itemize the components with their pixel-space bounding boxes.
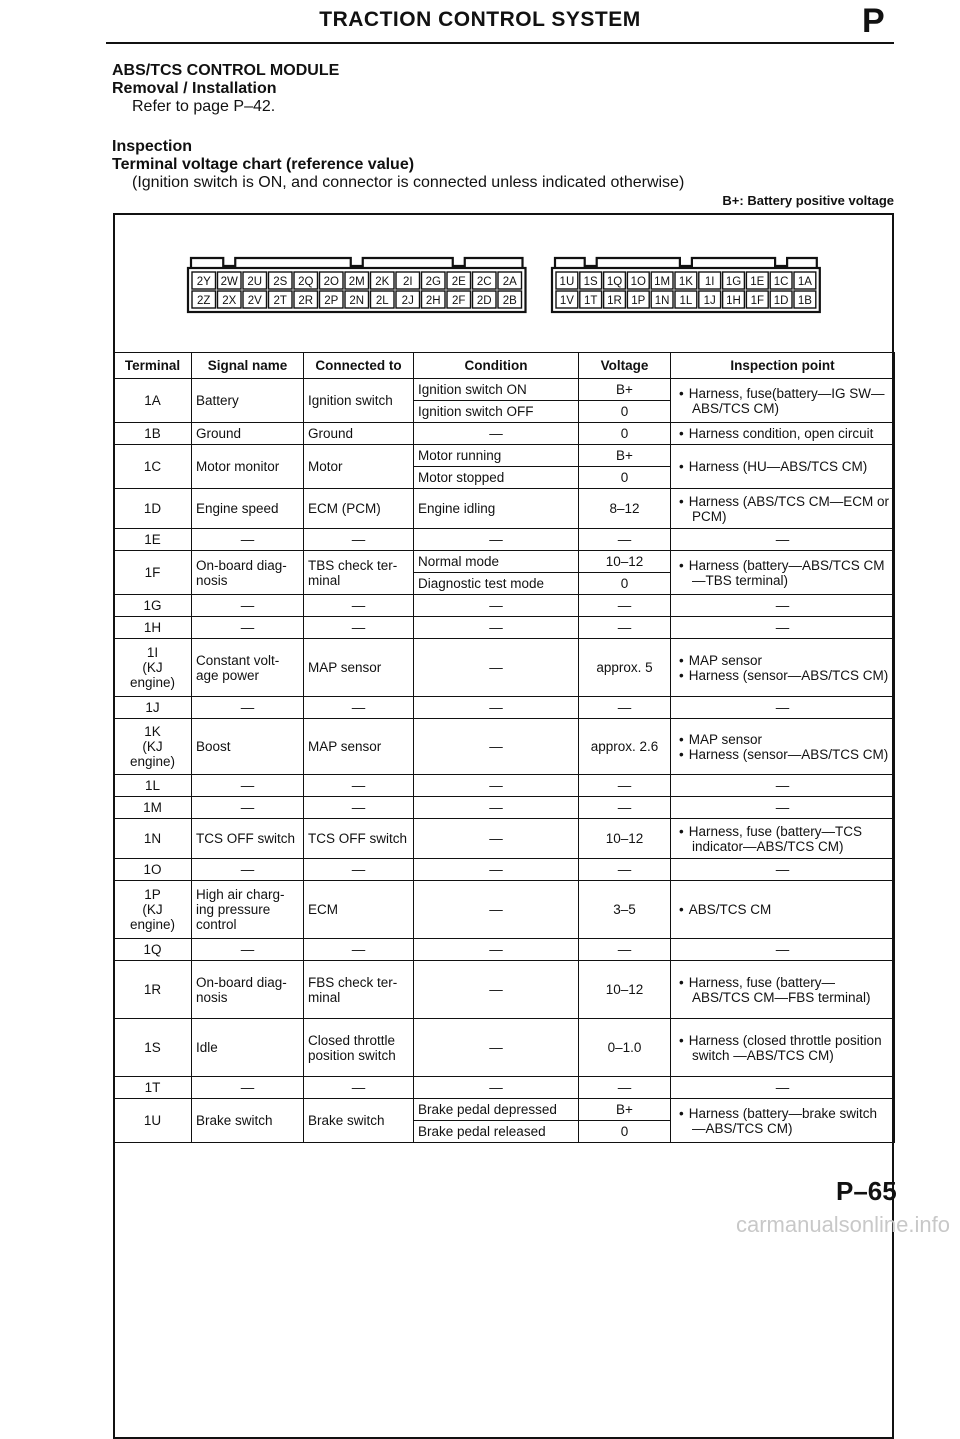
terminal-pin-label: 1Q <box>606 276 623 288</box>
table-row <box>114 617 895 639</box>
voltage-cell: — <box>579 775 671 797</box>
table-row <box>114 639 895 697</box>
voltage-cell: — <box>579 697 671 719</box>
terminal-pin-label: 2J <box>401 295 414 307</box>
terminal-pin-label: 1H <box>726 295 741 307</box>
connected-cell: — <box>304 1077 414 1099</box>
table-row <box>114 961 895 1019</box>
signal-cell: TCS OFF switch <box>192 819 304 859</box>
connector-2-block <box>188 258 526 312</box>
inspection-cell: — <box>671 797 895 819</box>
terminal-pin-label: 1T <box>583 295 598 307</box>
terminal-cell <box>114 881 192 939</box>
condition-cell: Diagnostic test mode <box>414 573 579 595</box>
voltage-cell: — <box>579 595 671 617</box>
connected-cell: TBS check ter- minal <box>304 551 414 595</box>
connected-cell: MAP sensor <box>304 639 414 697</box>
terminal-note: (KJ engine) <box>129 902 176 932</box>
terminal-pin-label: 2O <box>323 276 339 288</box>
condition-cell: Brake pedal released <box>414 1121 579 1143</box>
inspection-cell <box>671 639 895 697</box>
terminal-pin-label: 1G <box>725 276 742 288</box>
terminal-cell: 1F <box>114 551 192 595</box>
terminal-pin-label: 2V <box>247 295 262 307</box>
connected-cell: Motor <box>304 445 414 489</box>
signal-cell: High air charg- ing pressure control <box>192 881 304 939</box>
condition-cell: — <box>414 423 579 445</box>
terminal-pin-label: 1A <box>797 276 812 288</box>
terminal-pin-label: 1E <box>750 276 765 288</box>
condition-cell: — <box>414 529 579 551</box>
voltage-cell: 0 <box>579 1121 671 1143</box>
inspection-cell: — <box>671 697 895 719</box>
terminal-cell: 1Q <box>114 939 192 961</box>
connected-cell: — <box>304 697 414 719</box>
terminal-pin-label: 2C <box>476 276 492 288</box>
connected-cell: — <box>304 859 414 881</box>
condition-cell: — <box>414 939 579 961</box>
inspection-item: • Harness (sensor—ABS/TCS CM) <box>679 668 890 683</box>
table-row <box>114 775 895 797</box>
signal-cell: — <box>192 859 304 881</box>
connected-cell: Brake switch <box>304 1099 414 1143</box>
terminal-pin-label: 2B <box>502 295 517 307</box>
inspection-item: • Harness (battery—ABS/TCS CM—TBS terminal) <box>679 558 890 588</box>
connected-cell: ECM (PCM) <box>304 489 414 529</box>
condition-cell: Motor stopped <box>414 467 579 489</box>
table-row <box>114 1019 895 1077</box>
signal-cell: — <box>192 595 304 617</box>
signal-cell: — <box>192 775 304 797</box>
terminal-pin-label: 1S <box>583 276 598 288</box>
inspection-cell: — <box>671 617 895 639</box>
inspection-cell <box>671 445 895 489</box>
signal-cell: — <box>192 797 304 819</box>
inspection-item: • Harness (ABS/TCS CM—ECM or PCM) <box>679 494 890 524</box>
header-connected-to: Connected to <box>304 353 414 379</box>
condition-cell: Ignition switch ON <box>414 379 579 401</box>
terminal-pin-label: 2M <box>348 276 365 288</box>
terminal-note: (KJ engine) <box>129 660 176 690</box>
table-row <box>114 489 895 529</box>
signal-cell: — <box>192 529 304 551</box>
inspection-cell <box>671 1019 895 1077</box>
inspection-cell <box>671 719 895 775</box>
voltage-cell: — <box>579 529 671 551</box>
voltage-cell: — <box>579 939 671 961</box>
terminal-cell: 1G <box>114 595 192 617</box>
section-letter: P <box>862 2 885 40</box>
bplus-note: B+: Battery positive voltage <box>722 193 894 208</box>
voltage-cell: approx. 2.6 <box>579 719 671 775</box>
terminal-pin-label: 2P <box>324 295 339 307</box>
terminal-pin-label: 1M <box>654 276 671 288</box>
table-row <box>114 595 895 617</box>
signal-cell: On-board diag- nosis <box>192 961 304 1019</box>
terminal-pin-label: 1K <box>678 276 693 288</box>
page-title: TRACTION CONTROL SYSTEM <box>319 8 641 31</box>
table-row <box>114 939 895 961</box>
terminal-pin-label: 1N <box>654 295 670 307</box>
inspection-item: • Harness, fuse (battery—TCS indicator—ABS/TCS CM) <box>679 824 890 854</box>
table-row <box>114 797 895 819</box>
terminal-pin-label: 1U <box>559 276 575 288</box>
inspection-item: • Harness (closed throttle position switch —ABS/TCS CM) <box>679 1033 890 1063</box>
inspection-cell <box>671 489 895 529</box>
table-row <box>114 1099 895 1121</box>
removal-reference: Refer to page P–42. <box>132 98 276 115</box>
inspection-item: • Harness (sensor—ABS/TCS CM) <box>679 747 890 762</box>
voltage-cell: — <box>579 797 671 819</box>
condition-cell: — <box>414 639 579 697</box>
inspection-cell <box>671 1099 895 1143</box>
inspection-cell: — <box>671 859 895 881</box>
terminal-id: 1I <box>146 645 159 660</box>
voltage-cell: — <box>579 859 671 881</box>
condition-cell: — <box>414 797 579 819</box>
voltage-cell: — <box>579 617 671 639</box>
voltage-cell: B+ <box>579 379 671 401</box>
connected-cell: FBS check ter- minal <box>304 961 414 1019</box>
terminal-id: 1P <box>144 887 161 902</box>
inspection-item: • MAP sensor <box>679 732 890 747</box>
connected-cell: ECM <box>304 881 414 939</box>
table-row <box>114 697 895 719</box>
terminal-pin-label: 2I <box>402 276 413 288</box>
table-row <box>114 445 895 467</box>
terminal-pin-label: 2R <box>298 295 314 307</box>
table-row <box>114 719 895 775</box>
terminal-cell <box>114 639 192 697</box>
page-number: P–65 <box>836 1176 897 1206</box>
condition-note: (Ignition switch is ON, and connector is connected unless indicated otherwise) <box>132 174 685 191</box>
inspection-cell <box>671 961 895 1019</box>
inspection-cell: — <box>671 939 895 961</box>
terminal-cell: 1L <box>114 775 192 797</box>
terminal-pin-label: 2Z <box>197 295 211 307</box>
inspection-cell: — <box>671 529 895 551</box>
voltage-cell: 0–1.0 <box>579 1019 671 1077</box>
connected-cell: Closed throttle position switch <box>304 1019 414 1077</box>
connected-cell: — <box>304 939 414 961</box>
table-row <box>114 423 895 445</box>
table-row <box>114 529 895 551</box>
terminal-pin-label: 2H <box>425 295 441 307</box>
header-inspection-point: Inspection point <box>671 353 895 379</box>
removal-heading: Removal / Installation <box>112 80 277 97</box>
inspection-item: • Harness, fuse (battery—ABS/TCS CM—FBS terminal) <box>679 975 890 1005</box>
connected-cell: — <box>304 797 414 819</box>
voltage-cell: approx. 5 <box>579 639 671 697</box>
terminal-cell: 1E <box>114 529 192 551</box>
inspection-cell <box>671 881 895 939</box>
voltage-cell: 10–12 <box>579 819 671 859</box>
connected-cell: Ignition switch <box>304 379 414 423</box>
inspection-item: • Harness (battery—brake switch —ABS/TCS CM) <box>679 1106 890 1136</box>
terminal-id: 1K <box>144 724 161 739</box>
terminal-cell: 1H <box>114 617 192 639</box>
condition-cell: — <box>414 1077 579 1099</box>
signal-cell: Constant volt- age power <box>192 639 304 697</box>
condition-cell: Normal mode <box>414 551 579 573</box>
inspection-heading: Inspection <box>112 138 193 155</box>
terminal-pin-label: 1C <box>773 276 789 288</box>
terminal-pin-label: 1O <box>630 276 646 288</box>
condition-cell: — <box>414 881 579 939</box>
terminal-pin-label: 2S <box>273 276 288 288</box>
signal-cell: — <box>192 617 304 639</box>
connector-diagram <box>113 213 894 353</box>
condition-cell: — <box>414 1019 579 1077</box>
inspection-item: • Harness (HU—ABS/TCS CM) <box>679 459 890 474</box>
header-terminal: Terminal <box>114 353 192 379</box>
terminal-pin-label: 1R <box>607 295 622 307</box>
inspection-cell: — <box>671 1077 895 1099</box>
terminal-pin-label: 2X <box>222 295 237 307</box>
signal-cell: On-board diag- nosis <box>192 551 304 595</box>
condition-cell: — <box>414 719 579 775</box>
connected-cell: — <box>304 775 414 797</box>
signal-cell: Motor monitor <box>192 445 304 489</box>
table-row <box>114 1077 895 1099</box>
terminal-pin-label: 2L <box>375 295 389 307</box>
signal-cell: Ground <box>192 423 304 445</box>
terminal-cell: 1N <box>114 819 192 859</box>
signal-cell: — <box>192 697 304 719</box>
connected-cell: — <box>304 617 414 639</box>
connected-cell: — <box>304 529 414 551</box>
inspection-cell <box>671 379 895 423</box>
terminal-pin-label: 2E <box>451 276 466 288</box>
voltage-cell: 0 <box>579 573 671 595</box>
signal-cell: Battery <box>192 379 304 423</box>
terminal-cell: 1S <box>114 1019 192 1077</box>
terminal-pin-label: 2N <box>349 295 365 307</box>
header-voltage: Voltage <box>579 353 671 379</box>
condition-cell: — <box>414 617 579 639</box>
table-row <box>114 551 895 573</box>
terminal-pin-label: 1F <box>750 295 765 307</box>
connected-cell: Ground <box>304 423 414 445</box>
signal-cell: Brake switch <box>192 1099 304 1143</box>
voltage-cell: 0 <box>579 467 671 489</box>
voltage-cell: 10–12 <box>579 551 671 573</box>
header-condition: Condition <box>414 353 579 379</box>
terminal-pin-label: 1J <box>703 295 716 307</box>
terminal-cell: 1M <box>114 797 192 819</box>
terminal-pin-label: 2K <box>375 276 390 288</box>
condition-cell: — <box>414 595 579 617</box>
terminal-pin-label: 2T <box>273 295 287 307</box>
connector-1-block <box>552 258 820 312</box>
signal-cell: Engine speed <box>192 489 304 529</box>
terminal-cell: 1O <box>114 859 192 881</box>
terminal-pin-label: 1I <box>704 276 715 288</box>
terminal-cell: 1U <box>114 1099 192 1143</box>
signal-cell: — <box>192 939 304 961</box>
signal-cell: Idle <box>192 1019 304 1077</box>
voltage-cell: 0 <box>579 401 671 423</box>
terminal-cell: 1B <box>114 423 192 445</box>
voltage-cell: B+ <box>579 445 671 467</box>
inspection-item: • ABS/TCS CM <box>679 902 890 917</box>
terminal-pin-label: 2U <box>247 276 263 288</box>
terminal-pin-label: 2G <box>425 276 441 288</box>
terminal-pin-label: 2Y <box>196 276 211 288</box>
terminal-pin-label: 1L <box>679 295 693 307</box>
terminal-pin-label: 1D <box>773 295 789 307</box>
condition-cell: — <box>414 961 579 1019</box>
voltage-cell: B+ <box>579 1099 671 1121</box>
terminal-note: (KJ engine) <box>129 739 176 769</box>
terminal-pin-label: 1P <box>631 295 646 307</box>
terminal-pin-label: 2Q <box>298 276 314 288</box>
connected-cell: — <box>304 595 414 617</box>
voltage-cell: 0 <box>579 423 671 445</box>
terminal-pin-label: 1V <box>559 295 574 307</box>
terminal-voltage-table <box>113 352 895 1143</box>
terminal-cell: 1A <box>114 379 192 423</box>
inspection-item: • Harness, fuse(battery—IG SW—ABS/TCS CM) <box>679 386 890 416</box>
condition-cell: — <box>414 775 579 797</box>
terminal-cell: 1C <box>114 445 192 489</box>
inspection-cell: — <box>671 775 895 797</box>
header-rule <box>106 42 894 44</box>
inspection-cell <box>671 423 895 445</box>
table-row <box>114 819 895 859</box>
connected-cell: TCS OFF switch <box>304 819 414 859</box>
inspection-cell: — <box>671 595 895 617</box>
terminal-cell <box>114 719 192 775</box>
table-header-row <box>114 353 895 379</box>
terminal-pin-label: 1B <box>797 295 812 307</box>
condition-cell: Ignition switch OFF <box>414 401 579 423</box>
condition-cell: — <box>414 697 579 719</box>
condition-cell: Motor running <box>414 445 579 467</box>
condition-cell: Brake pedal depressed <box>414 1099 579 1121</box>
terminal-cell: 1T <box>114 1077 192 1099</box>
connected-cell: MAP sensor <box>304 719 414 775</box>
chart-heading: Terminal voltage chart (reference value) <box>112 156 415 173</box>
voltage-cell: 3–5 <box>579 881 671 939</box>
watermark: carmanualsonline.info <box>735 1212 950 1237</box>
terminal-pin-label: 2A <box>502 276 517 288</box>
terminal-pin-label: 2D <box>476 295 492 307</box>
terminal-cell: 1R <box>114 961 192 1019</box>
inspection-item: • MAP sensor <box>679 653 890 668</box>
voltage-cell: 10–12 <box>579 961 671 1019</box>
table-row <box>114 881 895 939</box>
voltage-cell: — <box>579 1077 671 1099</box>
terminal-pin-label: 2W <box>220 276 238 288</box>
module-title: ABS/TCS CONTROL MODULE <box>112 62 340 79</box>
terminal-cell: 1J <box>114 697 192 719</box>
voltage-cell: 8–12 <box>579 489 671 529</box>
signal-cell: Boost <box>192 719 304 775</box>
terminal-cell: 1D <box>114 489 192 529</box>
condition-cell: Engine idling <box>414 489 579 529</box>
inspection-cell <box>671 551 895 595</box>
header-signal-name: Signal name <box>192 353 304 379</box>
condition-cell: — <box>414 859 579 881</box>
condition-cell: — <box>414 819 579 859</box>
signal-cell: — <box>192 1077 304 1099</box>
terminal-pin-label: 2F <box>452 295 466 307</box>
inspection-item: • Harness condition, open circuit <box>679 426 890 441</box>
inspection-cell <box>671 819 895 859</box>
table-row <box>114 379 895 401</box>
table-row <box>114 859 895 881</box>
